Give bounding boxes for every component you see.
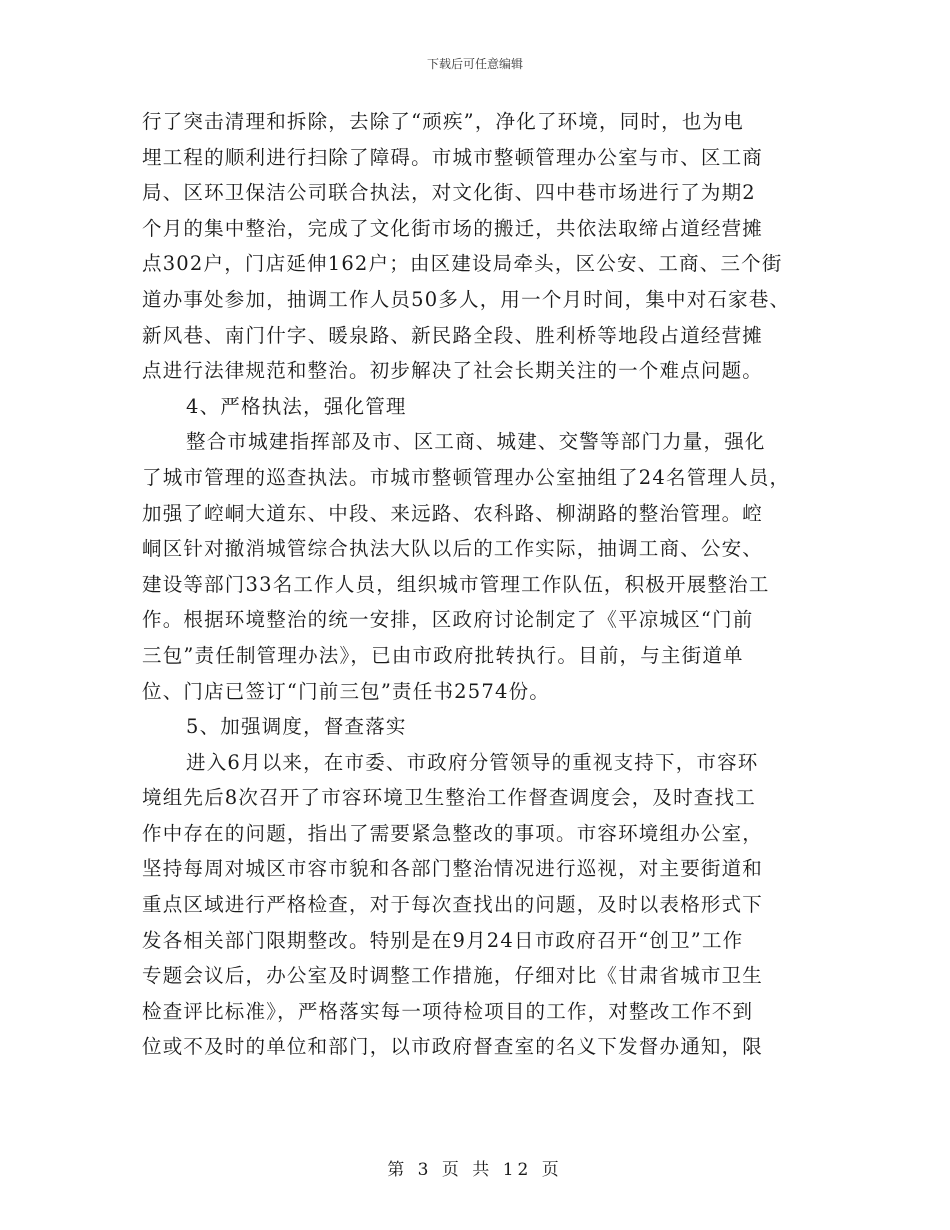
body-text-line: 三包”责任制管理办法》，已由市政府批转执行。目前，与主街道单 [142,643,744,667]
body-text-line: 整合市城建指挥部及市、区工商、城建、交警等部门力量，强化 [186,430,766,454]
body-text-line: 作中存在的问题，指出了需要紧急整改的事项。市容环境组办公室， [142,821,764,845]
document-body [142,104,817,1065]
body-text-line: 重点区域进行严格检查，对于每次查找出的问题，及时以表格形式下 [142,893,764,917]
body-text-line: 进入6月以来，在市委、市政府分管领导的重视支持下，市容环 [186,750,759,774]
body-text-line: 局、区环卫保洁公司联合执法，对文化街、四中巷市场进行了为期2 [142,181,756,205]
body-text-line: 位或不及时的单位和部门，以市政府督查室的名义下发督办通知，限 [142,1035,764,1059]
page-header: 下载后可任意编辑 [426,57,523,71]
body-text-line: 道办事处参加，抽调工作人员50多人，用一个月时间，集中对石家巷、 [142,287,791,311]
body-text-line: 发各相关部门限期整改。特别是在9月24日市政府召开“创卫”工作 [142,928,744,952]
body-text-line: 位、门店已签订“门前三包”责任书2574份。 [142,679,550,703]
body-text-line: 个月的集中整治，完成了文化街市场的搬迁，共依法取缔占道经营摊 [142,216,764,240]
body-text-line: 新风巷、南门什字、暖泉路、新民路全段、胜利桥等地段占道经营摊 [142,323,764,347]
body-text-line: 埋工程的顺利进行扫除了障碍。市城市整顿管理办公室与市、区工商 [142,145,764,169]
body-text-line: 峒区针对撤消城管综合执法大队以后的工作实际，抽调工商、公安、 [142,537,764,561]
body-text-line: 专题会议后，办公室及时调整工作措施，仔细对比《甘肃省城市卫生 [142,964,764,988]
body-text-line: 境组先后8次召开了市容环境卫生整治工作督查调度会，及时查找工 [142,786,756,810]
body-text-line: 点302户，门店延伸162户；由区建设局牵头，区公安、工商、三个街 [142,252,783,276]
body-text-line: 建设等部门33名工作人员，组织城市管理工作队伍，积极开展整治工 [142,572,770,596]
page-footer: 第 3 页 共 12 页 [387,1160,563,1180]
body-text-line: 加强了崆峒大道东、中段、来远路、农科路、柳湖路的整治管理。崆 [142,501,764,525]
body-text-line: 坚持每周对城区市容市貌和各部门整治情况进行巡视，对主要街道和 [142,857,764,881]
body-text-line: 点进行法律规范和整治。初步解决了社会长期关注的一个难点问题。 [142,359,764,383]
body-text-line: 4、严格执法，强化管理 [186,394,407,418]
body-text-line: 行了突击清理和拆除，去除了“顽疾”，净化了环境，同时，也为电 [142,110,744,133]
body-text-line: 检查评比标准》，严格落实每一项待检项目的工作，对整改工作不到 [142,999,754,1023]
body-text-line: 了城市管理的巡查执法。市城市整顿管理办公室抽组了24名管理人员， [142,465,791,489]
body-text-line: 作。根据环境整治的统一安排，区政府讨论制定了《平凉城区“门前 [142,608,754,632]
body-text-line: 5、加强调度，督查落实 [186,715,407,739]
